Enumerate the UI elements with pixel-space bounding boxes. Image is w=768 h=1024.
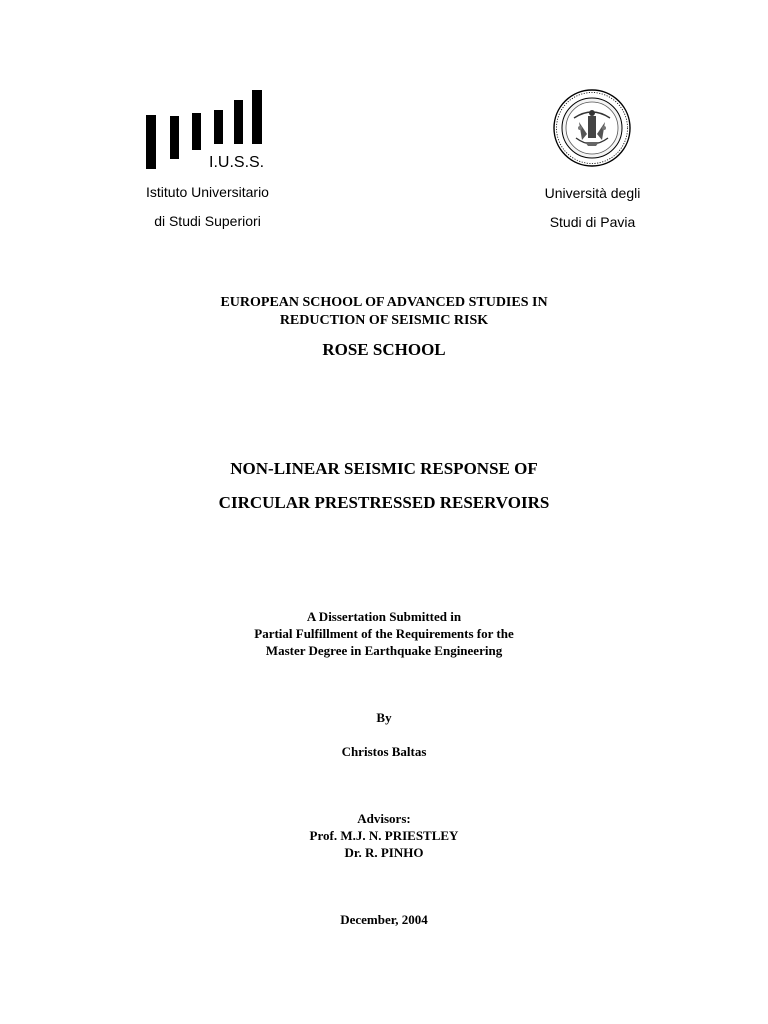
school-line-2: REDUCTION OF SEISMIC RISK: [279, 313, 489, 328]
iuss-name-line-1: Istituto Universitario: [146, 184, 269, 200]
iuss-logo-icon: [144, 88, 274, 172]
pavia-name-line-1: Università degli: [544, 185, 641, 201]
thesis-title-line-1: NON-LINEAR SEISMIC RESPONSE OF: [230, 459, 538, 478]
thesis-title-line-2: CIRCULAR PRESTRESSED RESERVOIRS: [218, 493, 550, 512]
advisors-label: Advisors:: [357, 811, 411, 826]
dissertation-line-2: Partial Fulfillment of the Requirements for the: [254, 626, 514, 641]
iuss-logo: [144, 88, 274, 172]
advisor-name: Dr. R. PINHO: [344, 845, 424, 860]
school-line-1: EUROPEAN SCHOOL OF ADVANCED STUDIES IN: [220, 295, 548, 310]
by-label: By: [376, 710, 392, 725]
advisor-name: Prof. M.J. N. PRIESTLEY: [309, 828, 459, 843]
university-seal-icon: [552, 88, 632, 168]
author-name: Christos Baltas: [341, 744, 427, 759]
iuss-logo-text: I.U.S.S.: [209, 154, 265, 171]
dissertation-line-1: A Dissertation Submitted in: [306, 609, 462, 624]
iuss-name-line-2: di Studi Superiori: [154, 213, 261, 229]
submission-date: December, 2004: [340, 912, 428, 927]
dissertation-line-3: Master Degree in Earthquake Engineering: [265, 643, 503, 658]
school-name: ROSE SCHOOL: [322, 340, 446, 359]
pavia-name-line-2: Studi di Pavia: [549, 214, 636, 230]
